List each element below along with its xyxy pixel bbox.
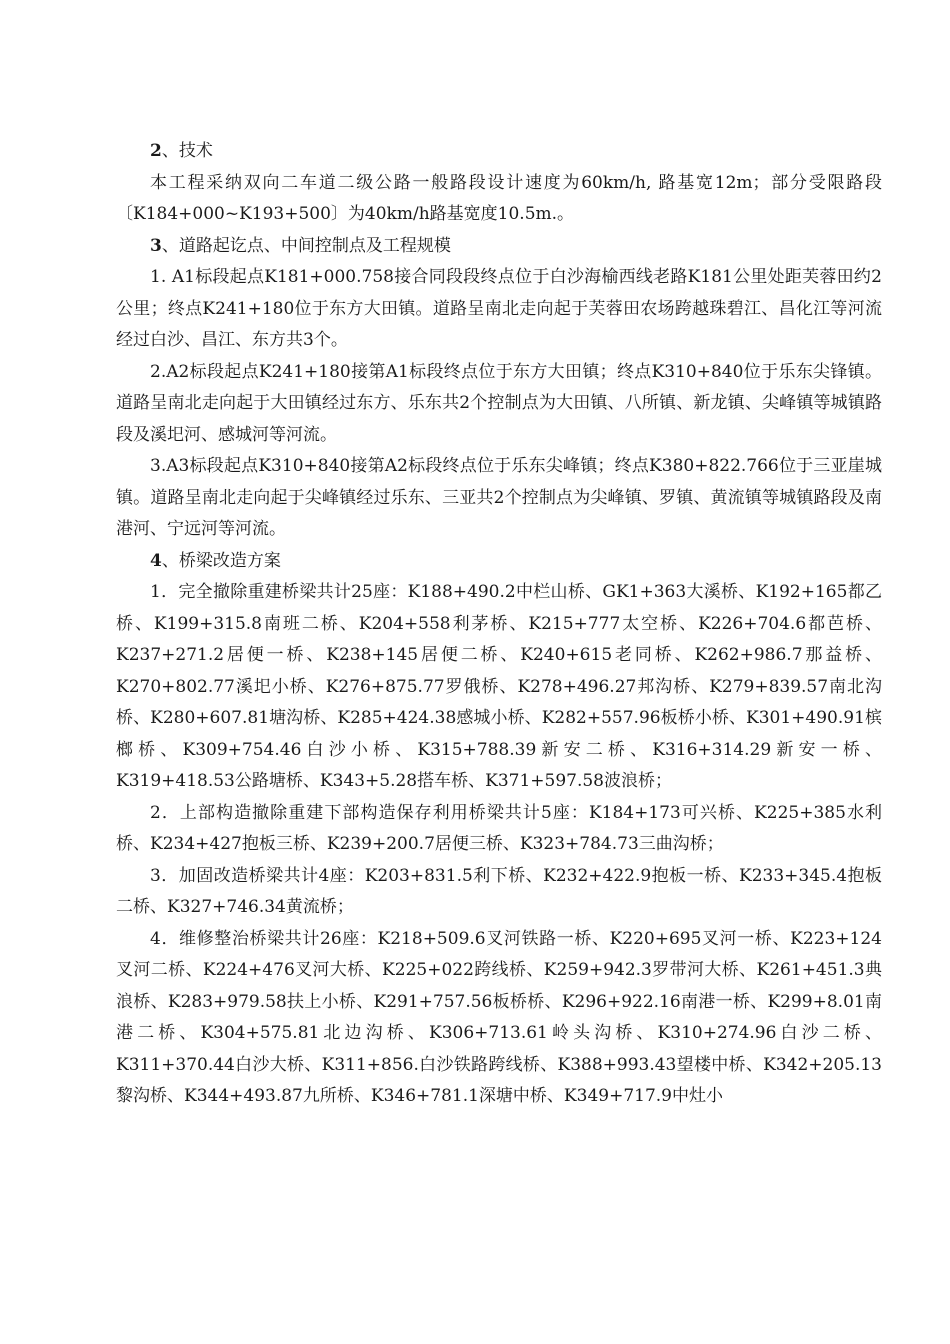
section-2-paragraph-1: 本工程采纳双向二车道二级公路一般路段设计速度为60km/h, 路基宽12m；部分受限路段〔K184+000~K193+500〕为40km/h路基宽度10.5m.。	[116, 172, 882, 224]
section-2-heading	[116, 136, 882, 168]
section-4-title: 、桥梁改造方案	[161, 550, 281, 571]
section-3-title: 、道路起讫点、中间控制点及工程规模	[161, 235, 451, 256]
section-2-number: 2	[150, 141, 162, 161]
section-4-paragraph-1: 1．完全撤除重建桥梁共计25座：K188+490.2中栏山桥、GK1+363大溪桥、K192+165都乙桥、K199+315.8南班二桥、K204+558利茅桥、K215+777太空桥、K226+704.6都芭桥、K237+271.2居便一桥、K238+145居便二桥、K240+615老同桥、K262+986.7那益桥、K270+802.77溪圯小桥、K276+875.77罗俄桥、K278+496.27邦沟桥、K279+839.57南北沟桥、K280+607.81塘沟桥、K285+424.38感城小桥、K282+557.96板桥小桥、K301+490.91槟榔桥、K309+754.46白沙小桥、K315+788.39新安二桥、K316+314.29新安一桥、K319+418.53公路塘桥、K343+5.28搭车桥、K371+597.58波浪桥；	[116, 582, 882, 791]
section-3-heading	[116, 231, 882, 263]
section-3-paragraph-1: 1. A1标段起点K181+000.758接合同段段终点位于白沙海榆西线老路K181公里处距芙蓉田约2公里；终点K241+180位于东方大田镇。道路呈南北走向起于芙蓉田农场跨越珠碧江、昌化江等河流经过白沙、昌江、东方共3个。	[116, 267, 882, 350]
section-4-paragraph-3: 3．加固改造桥梁共计4座：K203+831.5利下桥、K232+422.9抱板一桥、K233+345.4抱板二桥、K327+746.34黄流桥；	[116, 865, 882, 917]
section-4-paragraph-4: 4．维修整治桥梁共计26座：K218+509.6叉河铁路一桥、K220+695叉河一桥、K223+124叉河二桥、K224+476叉河大桥、K225+022跨线桥、K259+942.3罗带河大桥、K261+451.3典浪桥、K283+979.58扶上小桥、K291+757.56板桥桥、K296+922.16南港一桥、K299+8.01南港二桥、K304+575.81北边沟桥、K306+713.61岭头沟桥、K310+274.96白沙二桥、K311+370.44白沙大桥、K311+856.白沙铁路跨线桥、K388+993.43望楼中桥、K342+205.13黎沟桥、K344+493.87九所桥、K346+781.1深塘中桥、K349+717.9中灶小	[116, 928, 882, 1106]
section-3-number: 3	[150, 235, 162, 256]
section-4-heading	[116, 546, 882, 578]
section-3-paragraph-3: 3.A3标段起点K310+840接第A2标段终点位于乐东尖峰镇；终点K380+822.766位于三亚崖城镇。道路呈南北走向起于尖峰镇经过乐东、三亚共2个控制点为尖峰镇、罗镇、黄流镇等城镇路段及南港河、宁远河等河流。	[116, 456, 882, 539]
section-4-paragraph-2: 2．上部构造撤除重建下部构造保存利用桥梁共计5座：K184+173可兴桥、K225+385水利桥、K234+427抱板三桥、K239+200.7居便三桥、K323+784.73三曲沟桥；	[116, 802, 882, 854]
section-4-number: 4	[150, 550, 162, 571]
document-body	[116, 136, 882, 1113]
section-2-title: 、技术	[161, 141, 213, 161]
section-3-paragraph-2: 2.A2标段起点K241+180接第A1标段终点位于东方大田镇；终点K310+840位于乐东尖锋镇。道路呈南北走向起于大田镇经过东方、乐东共2个控制点为大田镇、八所镇、新龙镇、尖峰镇等城镇路段及溪圯河、感城河等河流。	[116, 361, 882, 445]
